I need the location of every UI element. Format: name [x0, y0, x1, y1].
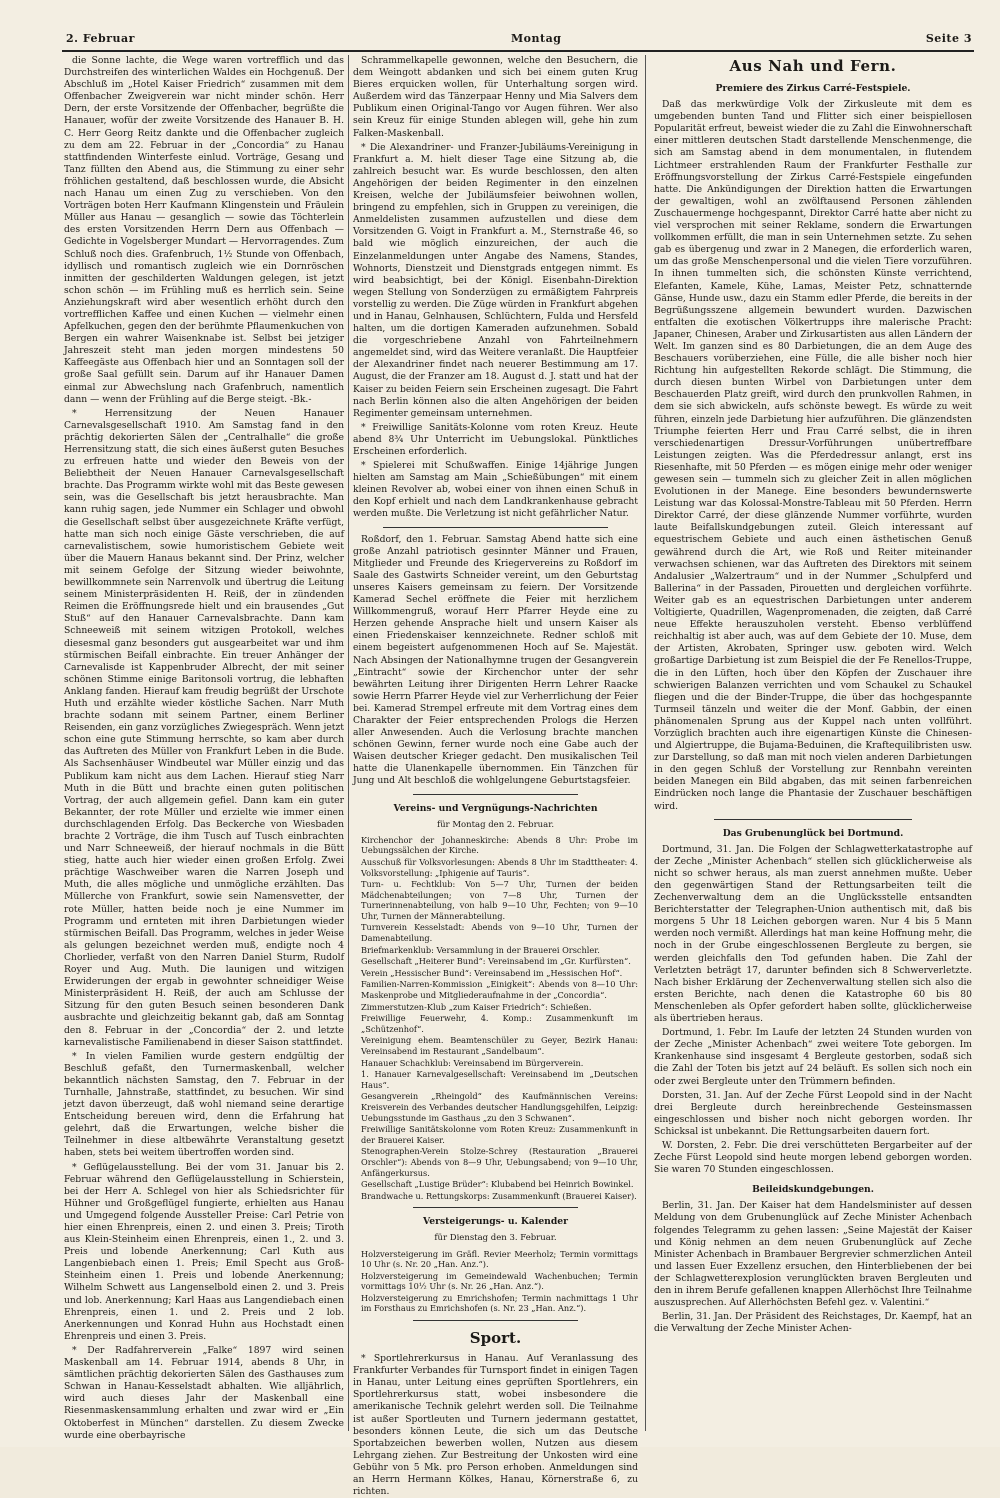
list-item: Freiwillige Sanitätskolonne vom Roten Kreuz: Zusammenkunft in der Brauerei Kaiser.: [361, 1124, 638, 1145]
article-paragraph: Schrammelkapelle gewonnen, welche den Besuchern, die dem Weingott abdanken und sich bei einem guten Krug Bieres erquicken wollen, für Unterhaltung sorgen wird. Außerdem wird das Tänzerpaar Henny und Mia Salvers dem Publikum einen Original-Tango vor Augen führen. Wer also sein Kreuz für einige Stunden ablegen will, gehe hin zum Falken-Maskenball.: [353, 55, 638, 139]
vereins-heading: Vereins- und Vergnügungs-Nachrichten: [393, 802, 598, 814]
column-1: [64, 55, 344, 1441]
column-divider: [348, 55, 349, 1431]
list-item: Holzversteigerung im Gemeindewald Wachenbuchen; Termin vormittags 10½ Uhr (s. Nr. 26 „Han. Anz.“).: [361, 1270, 638, 1292]
versteigerung-heading: Versteigerungs- u. Kalender: [423, 1216, 568, 1228]
article-paragraph: * Der Radfahrerverein „Falke“ 1897 wird seinen Maskenball am 14. Februar 1914, abends 8 Uhr, in sämtlichen prächtig dekorierten Sälen des Gasthauses zum Schwan in Hanau-Kesselstadt abhalten. Wie alljährlich, wird auch dieses Jahr der Maskenball eine Riesenmaskensammlung erhalten und zwar wird er „Ein Oktoberfest in München“ darstellen. Zu diesem Zwecke wurde eine oberbayrische: [64, 1344, 344, 1441]
section-rule: [413, 1207, 578, 1208]
list-item: Briefmarkenklub: Versammlung in der Brauerei Orschler.: [361, 944, 600, 955]
article-paragraph: * Freiwillige Sanitäts-Kolonne vom roten Kreuz. Heute abend 8¾ Uhr Unterricht im Uebungslokal. Pünktliches Erscheinen erforderlich.: [353, 421, 638, 457]
sport-heading: Sport.: [469, 1329, 522, 1348]
list-item: Holzversteigerung zu Emrichshofen; Termin nachmittags 1 Uhr im Forsthaus zu Emrichshofen (s. Nr. 23 „Han. Anz.“).: [361, 1292, 638, 1314]
vereins-subheading: für Montag den 2. Februar.: [436, 819, 555, 830]
list-item: Hanauer Schachklub: Vereinsabend im Bürgerverein.: [361, 1057, 584, 1068]
list-item: 1. Hanauer Karnevalgesellschaft: Vereinsabend im „Deutschen Haus“.: [361, 1069, 638, 1090]
article-paragraph: die Sonne lachte, die Wege waren vortrefflich und das Durchstreifen des winterlichen Waldes ein Hochgenuß. Der Abschluß im „Hotel Kaiser Friedrich“ zusammen mit dem Offenbacher Zweigverein war nicht minder schön. Herr Dern, der erste Vorsitzende der Offenbacher, begrüßte die Hanauer, wofür der zweite Vorsitzende des Hanauer B. H. C. Herr Georg Reitz dankte und die Offenbacher zugleich zu dem am 22. Februar in der „Concordia“ zu Hanau stattfindenden Winterfeste einlud. Vorträge, Gesang und Tanz füllten den Abend aus, die Stimmung zu einer sehr fröhlichen gestaltend, daß beschlossen wurde, die Absicht nach Hanau um einen Zug zu verschieben. Von den Vorträgen boten Herr Kaufmann Klingenstein und Fräulein Müller aus Hanau — gesanglich — sowie das Töchterlein des ersten Vorsitzenden Herrn Dern aus Offenbach — Gedichte in Vogelsberger Mundart — Hervorragendes. Zum Schluß noch dies. Grafenbruch, 1½ Stunde von Offenbach, idyllisch und romantisch zugleich wie ein Dornröschen inmitten der geschilderten Waldungen gelegen, ist jetzt schon schön — im Frühling muß es herrlich sein. Seine Anziehungskraft wird aber wesentlich erhöht durch den vortrefflichen Kaffee und einen Kuchen — vielmehr einen Apfelkuchen, gegen den der berühmte Pflaumenkuchen von Bergen ein wahrer Waisenknabe ist. Selbst bei jetziger Jahreszeit steht man jeden morgen mindestens 50 Kaffeegäste aus Offenbach hier und an Sonntagen soll der große Saal gefüllt sein. Darum auf ihr Hanauer Damen einmal zur Abwechslung nach Grafenbruch, namentlich dann — wenn der Frühling auf die Berge steigt. -Bk.-: [64, 55, 344, 405]
list-item: Stenographen-Verein Stolze-Schrey (Restauration „Brauerei Orschler“): Abends von 8—9 Uhr, Uebungsabend; von 9—10 Uhr, Anfängerkursus.: [361, 1146, 638, 1178]
list-item: Zimmerstutzen-Klub „zum Kaiser Friedrich“: Schießen.: [361, 1001, 592, 1012]
column-2: [353, 55, 638, 1498]
article-headline: Das Grubenunglück bei Dortmund.: [722, 827, 904, 839]
list-item: Gesellschaft „Lustige Brüder“: Klubabend bei Heinrich Bowinkel.: [361, 1179, 634, 1190]
list-item: Verein „Hessischer Bund“: Vereinsabend im „Hessischen Hof“.: [361, 967, 623, 978]
list-item: Holzversteigerung im Gräfl. Revier Meerholz; Termin vormittags 10 Uhr (s. Nr. 20 „Han. Anz.“).: [361, 1248, 638, 1270]
list-item: Familien-Narren-Kommission „Einigkeit“: Abends von 8—10 Uhr: Maskenprobe und Mitgliederaufnahme in der „Concordia“.: [361, 979, 638, 1001]
article-paragraph: Daß das merkwürdige Volk der Zirkusleute mit dem es umgebenden bunten Tand und Flitter sich einer beispiellosen Popularität erfreut, beweist wieder die zu Zahl die Einwohnerschaft einer mittleren deutschen Stadt darstellende Menschenmenge, die sich am Samstag abend in dem monumentalen, in flutendem Lichtmeer erstrahlenden Raum der Frankfurter Festhalle zur Eröffnungsvorstellung der Zirkus Carré-Festspiele eingefunden hatte. Die Ankündigungen der Direktion hatten die Erwartungen der gewaltigen, wohl an zwölftausend Personen zählenden Zuschauermenge hochgespannt, Direktor Carré hatte aber nicht zu viel versprochen mit seiner Reklame, sondern die Erwartungen vollkommen erfüllt, die man in sein Unternehmen setzte. Zu sehen gab es übergenug und zwar in 2 Manegen, die erforderlich waren, um das große Menschenpersonal und die vielen Tiere vorzuführen. In ihnen tummelten sich, die schönsten Künste verrichtend, Elefanten, Kamele, Kühe, Lamas, Meister Petz, schnatternde Gänse, Hunde usw., dazu ein Stamm edler Pferde, die bereits in der Begrüßungsszene allgemein bewundert wurden. Dazwischen entfalten die exotischen Völkertrupps ihre malerische Pracht: Japaner, Chinesen, Araber und Zirkusartisten aus allen Ländern der Welt. Im ganzen sind es 80 Darbietungen, die an dem Auge des Beschauers vorüberziehen, eine Fülle, die alle bisher noch hier Richtung hin aufgestellten Rekorde schlägt. Die Stimmung, die durch diesen bunten Wirbel von Darbietungen unter dem Beschauerden Platz greift, wird durch den prunkvollen Rahmen, in dem sie sich abwickeln, aufs schönste bewegt. Es würde zu weit führen, einzeln jede Darbietung hier aufzuführen. Die glänzendsten Triumphe feierten Herr und Frau Carré selbst, die in ihren verschiedenartigen Dressur-Vorführungen unübertreffbare Leistungen zeigten. Was die Pferdedressur anlangt, erst ins Riesenhafte, mit 50 Pferden — es mögen einige mehr oder weniger gewesen sein — tummeln sich zu gleicher Zeit in allen möglichen Evolutionen in der Manege. Eine besonders bewundernswerte Leistung war das Kolossal-Monstre-Tableau mit 50 Pferden. Herrn Direktor Carré, der diese glänzende Nummer vorführte, wurden laute Beifallskundgebungen zuteil. Gleich interessant auf equestrischem Gebiete und auch einen ästhetischen Genuß gewährend durch die Art, wie Roß und Reiter miteinander verwachsen schienen, war das Auftreten des Direktors mit seinem Andalusier „Walzertraum“ und in der Nummer „Schulpferd und Ballerina“ in der Passaden, Pirouetten und dergleichen vorführte. Weiter gab es an equestrischen Darbietungen unter anderem Voltigierte, Quadrillen, Wagenpromenaden, die zeigten, daß Carré neue Effekte herauszuholen versteht. Ebenso verblüffend reichhaltig ist aber auch, was auf dem Gebiete der 10. Muse, dem der Artisten, Akrobaten, Springer usw. geboten wird. Welch großartige Darbietung ist zum Beispiel die der Fe Renellos-Truppe, die in den Lüften, hoch über den Köpfen der Zuschauer ihre schwierigen Balanzen verrichten und vom Schaukel zu Schaukel fliegen und die der Binder-Truppe, die über das hochgespannte Turmseil tänzeln und weiter die der Monf. Gabbin, der einen phänomenalen Sprung aus der Kuppel nach unten vollführt. Vorzüglich brachten auch ihre eigenartigen Künste die Chinesen- und Algiertruppe, die Bujama-Beduinen, die Kraftequilibristen usw. zur Darstellung, so daß man mit noch vielen anderen Darbietungen in den gegen Schluß der Vorstellung zur Rennbahn vereinten beiden Manegen ein Bild abgaben, das mit seinen farbenreichen Eindrücken noch lange die Phantasie der Zuschauer beschäftigen wird.: [654, 99, 972, 812]
list-item: Turn- u. Fechtklub: Von 5—7 Uhr, Turnen der beiden Mädchenabteilungen; von 7—8 Uhr, Turnen der Turnerinnenabteilung, von halb 9—10 Uhr, Fechten; von 9—10 Uhr, Turnen der Männerabteilung.: [361, 879, 638, 921]
section-rule: [714, 819, 912, 820]
article-paragraph: * Spielerei mit Schußwaffen. Einige 14jährige Jungen hielten am Samstag am Main „Schießübungen“ mit einem kleinen Revolver ab, wobei einer von ihnen einen Schuß in den Kopf erhielt und nach dem Landkrankenhause gebracht werden mußte. Die Verletzung ist nicht gefährlicher Natur.: [353, 460, 638, 520]
article-paragraph: Roßdorf, den 1. Februar. Samstag Abend hatte sich eine große Anzahl patriotisch gesinnter Männer und Frauen, Mitglieder und Freunde des Kriegervereins zu Roßdorf im Saale des Gastwirts Schneider vereint, um den Geburtstag unseres Kaisers gemeinsam zu feiern. Der Vorsitzende Kamerad Sechel eröffnete die Feier mit herzlichem Willkommengruß, worauf Herr Pfarrer Heyde eine zu Herzen gehende Ansprache hielt und unsern Kaiser als einen Friedenskaiser kennzeichnete. Redner schloß mit einem begeistert aufgenommenen Hoch auf Se. Majestät. Nach Absingen der Nationalhymne trugen der Gesangverein „Eintracht“ sowie der Kirchenchor unter der sehr bewährten Leitung ihrer Dirigenten Herrn Lehrer Raacke sowie Herrn Pfarrer Heyde viel zur Verherrlichung der Feier bei. Kamerad Strempel erfreute mit dem Vortrag eines dem Charakter der Feier entsprechenden Prologs die Herzen aller Anwesenden. Auch die Verlosung brachte manchen schönen Gewinn, ferner wurde noch eine Gabe auch der Waisen deutscher Krieger gedacht. Den musikalischen Teil hatte die Ulanenkapelle übernommen. Ein Tänzchen für Jung und Alt beschloß die wohlgelungene Geburtstagsfeier.: [353, 533, 638, 787]
list-item: Gesangverein „Rheingold“ des Kaufmännischen Vereins: Kreisverein des Verbandes deutscher Handlungsgehilfen, Leipzig: Uebungsstunde im Gasthaus „zu den 3 Schwanen“.: [361, 1091, 638, 1123]
versteigerung-subheading: für Dienstag den 3. Februar.: [434, 1233, 557, 1244]
section-rule: [413, 794, 578, 795]
article-paragraph: Dortmund, 31. Jan. Die Folgen der Schlagwetterkatastrophe auf der Zeche „Minister Achenbach“ stellen sich glücklicherweise als nicht so schwer heraus, als man zuerst annehmen mußte. Ueber den gegenwärtigen Stand der Rettungsarbeiten teilt die Zechenverwaltung dem an die Unglücksstelle entsandten Berichterstatter der Telegraphen-Union authentisch mit, daß bis morgens 5 Uhr 18 Leichen geborgen waren. Nur 4 bis 5 Mann werden noch vermißt. Allerdings hat man keine Hoffnung mehr, die noch in der Grube eingeschlossenen Bergleute zu bergen, sie werden gleichfalls den Tod gefunden haben. Die Zahl der Verletzten beträgt 17, darunter befinden sich 8 Schwerverletzte. Nach bisher Erklärung der Zechenverwaltung stellen sich also die ersten Berichte, nach denen die Katastrophe 60 bis 80 Menschenleben als Opfer gefordert haben sollte, glücklicherweise als übertrieben heraus.: [654, 843, 972, 1025]
article-paragraph: * Herrensitzung der Neuen Hanauer Carnevalsgesellschaft 1910. Am Samstag fand in den prächtig dekorierten Sälen der „Centralhalle“ die große Herrensitzung statt, die sich eines äußerst guten Besuches zu erfreuen hatte und wieder den Beweis von der Beliebtheit der Neuen Hanauer Carnevalsgesellschaft brachte. Das Programm wirkte wohl mit das Beste gewesen sein, was die Gesellschaft bis jetzt herausbrachte. Man kann ruhig sagen, jede Nummer ein Schlager und obwohl die Gesellschaft selbst über ausgezeichnete Kräfte verfügt, hatte man sich noch einige Gäste verschrieben, die auf carnevalistischem, sowie humoristischem Gebiete weit über die Mauern Hanaus bekannt sind. Der Prinz, welcher mit seinem Gefolge der Sitzung wieder beiwohnte, bewillkommnete sein Narrenvolk und übertrug die Leitung seinem Ministerpräsidenten H. Reiß, der in zündenden Reimen die Eröffnungsrede hielt und ein brausendes „Gut Stuß“ auf den Hanauer Carnevalsbrachte. Dann kam Schneeweiß mit seinem witzigen Protokoll, welches diesesmal ganz besonders gut ausgearbeitet war und ihm stürmischen Beifall einbrachte. Ein treuer Anhänger der Carnevalisde ist Kappenbruder Albrecht, der mit seiner schönen Stimme einige Baritonsoli vortrug, die lebhaften Anklang fanden. Hierauf kam freudig begrüßt der Urschote Huth und erzählte wieder köstliche Sachen. Narr Muth brachte sodann mit seinem Partner, einem Berliner Reisenden, ein ganz vorzügliches Zwiegespräch. Wenn jetzt schon eine gute Stimmung herrschte, so kam aber durch das Auftreten des Müller von Frankfurt Leben in die Bude. Als Sachsenhäuser Windbeutel war Müller einzig und das Publikum kam nicht aus dem Lachen. Hierauf stieg Narr Muth in die Bütt und brachte einen guten politischen Vortrag, der auch allgemein gefiel. Dann kam ein guter Bekannter, der rote Müller und erzielte wie immer einen durchschlagenden Erfolg. Das Beckerche von Wiesbaden brachte 2 Vorträge, die ihm Tusch auf Tusch einbrachten und Narr Schneeweiß, der hierauf nochmals in die Bütt stieg, hatte auch hier wieder einen großen Erfolg. Zwei prächtige Waschweiber waren die Narren Joseph und Muth, die alles mögliche und unmögliche erzählten. Das Müllerche von Frankfurt, sowie sein Namensvetter, der rote Müller, hatten beide noch je eine Nummer im Programm und ernteten mit ihren Darbietungen wieder stürmischen Beifall. Das Programm, welches in jeder Weise als gelungen bezeichnet werden muß, endigte noch 4 Chorlieder, verfaßt von den Narren Daniel Sturm, Rudolf Royer und Aug. Muth. Die launigen und witzigen Erwiderungen der ergab in gewohnter schneidiger Weise Ministerpräsident H. Reiß, der auch am Schlusse der Sitzung für den guten Besuch seinen besonderen Dank ausbrachte und gleichzeitig bekannt gab, daß am Sonntag den 8. Februar in der „Concordia“ der 2. und letzte karnevalistische Familienabend in dieser Saison stattfindet.: [64, 407, 344, 1048]
article-paragraph: * In vielen Familien wurde gestern endgültig der Beschluß gefaßt, den Turnermaskenball, welcher bekanntlich nächsten Samstag, den 7. Februar in der Turnhalle, Jahnstraße, stattfindet, zu besuchen. Wir sind jetzt davon überzeugt, daß wohl niemand seine derartige Entscheidung bereuen wird, denn die Erfahrung hat gelehrt, daß die Erwartungen, welche bisher die Teilnehmer in diese altbewährte Veranstaltung gesetzt haben, stets bei weitem übertroffen worden sind.: [64, 1050, 344, 1159]
column-divider: [645, 55, 646, 1431]
list-item: Brandwache u. Rettungskorps: Zusammenkunft (Brauerei Kaiser).: [361, 1190, 637, 1201]
article-paragraph: W. Dorsten, 2. Febr. Die drei verschütteten Bergarbeiter auf der Zeche Fürst Leopold sind heute morgen lebend geborgen worden. Sie waren 70 Stunden eingeschlossen.: [654, 1139, 972, 1176]
article-paragraph: * Sportlehrerkursus in Hanau. Auf Veranlassung des Frankfurter Verbandes für Turnsport findet in einigen Tagen in Hanau, unter Leitung eines geprüften Sportlehrers, ein Sportlehrerkursus statt, wobei insbesondere die amerikanische Technik gelehrt werden soll. Die Teilnahme ist außer Sportleuten und Turnern jedermann gestattet, besonders können Leute, die sich um das Deutsche Sportabzeichen bewerben wollen, Nutzen aus diesem Lehrgang ziehen. Zur Bestreitung der Unkosten wird eine Gebühr von 5 Mk. pro Person erhoben. Anmeldungen sind an Herrn Hermann Kölkes, Hanau, Körnerstraße 6, zu richten.: [353, 1353, 638, 1498]
article-headline: Beileidskundgebungen.: [752, 1184, 874, 1196]
list-item: Turnverein Kesselstadt: Abends von 9—10 Uhr, Turnen der Damenabteilung.: [361, 922, 638, 944]
article-paragraph: * Die Alexandriner- und Franzer-Jubiläums-Vereinigung in Frankfurt a. M. hielt dieser Tage eine Sitzung ab, die zahlreich besucht war. Es wurde beschlossen, den alten Angehörigen der beiden Regimenter in den einzelnen Kreisen, welche der Jubiläumsfeier beiwohnen wollen, bringend zu empfehlen, sich in Gruppen zu vereinigen, die Anmeldelisten zusammen aufzustellen und diese dem Vorsitzenden G. Voigt in Frankfurt a. M., Sternstraße 46, so bald wie möglich einzureichen, der auch die Einzelanmeldungen unter Angabe des Namens, Standes, Wohnorts, Dienstzeit und Dienstgrads entgegen nimmt. Es wird beabsichtigt, bei der Königl. Eisenbahn-Direktion wegen Stellung von Sonderzügen zu ermäßigtem Fahrpreis vorstellig zu werden. Die Züge würden in Frankfurt abgehen und in Hanau, Gelnhausen, Schlüchtern, Fulda und Hersfeld halten, um die dortigen Kameraden aufzunehmen. Sobald die vorgeschriebene Anzahl von Fahrteilnehmern angemeldet sind, wird das Weitere veranlaßt. Die Hauptfeier der Alexandriner findet nach neuerer Bestimmung am 17. August, die der Franzer am 18. August d. J. statt und hat der Kaiser zu beiden Feiern sein Erscheinen zugesagt. Die Fahrt nach Berlin können also die alten Angehörigen der beiden Regimenter gemeinsam unternehmen.: [353, 141, 638, 419]
article-paragraph: Dorsten, 31. Jan. Auf der Zeche Fürst Leopold sind in der Nacht drei Bergleute durch hereinbrechende Gesteinsmassen eingeschlossen und bisher noch nicht geborgen worden. Ihr Schicksal ist unbekannt. Die Rettungsarbeiten dauern fort.: [654, 1089, 972, 1137]
section-rule: [413, 1320, 578, 1321]
list-item: Gesellschaft „Heiterer Bund“: Vereinsabend im „Gr. Kurfürsten“.: [361, 956, 631, 967]
list-item: Freiwillige Feuerwehr, 4. Komp.: Zusammenkunft im „Schützenhof“.: [361, 1013, 638, 1034]
article-paragraph: * Geflügelausstellung. Bei der vom 31. Januar bis 2. Februar während den Geflügelausstellung in Schierstein, bei der Herr A. Schlegel von hier als Schiedsrichter für Hühner und Großgeflügel fungierte, erhielten aus Hanau und Umgegend folgende Aussteller Preise: Carl Petrie von hier einen Ehrenpreis, einen 2. und einen 3. Preis; Tiroth aus Klein-Steinheim einen Ehrenpreis, einen 1., 2. und 3. Preis und lobende Anerkennung; Carl Kuth aus Langenbiebach einen 1. Preis; Emil Specht aus Groß-Steinheim einen 1. Preis und lobende Anerkennung; Wilhelm Schwett aus Langenselbold einen 2. und 3. Preis und lob. Anerkennung; Karl Haas aus Langendiebach einen Ehrenpreis, einen 1. und 2. Preis und 2 lob. Anerkennungen und Konrad Huhn aus Hochstadt einen Ehrenpreis und einen 3. Preis.: [64, 1161, 344, 1342]
section-title: Aus Nah und Fern.: [729, 57, 897, 75]
vereins-list: [353, 835, 638, 1202]
article-paragraph: Dortmund, 1. Febr. Im Laufe der letzten 24 Stunden wurden von der Zeche „Minister Achenbach“ zwei weitere Tote geborgen. Im Krankenhause sind insgesamt 4 Bergleute gestorben, sodaß sich die Zahl der Toten bis jetzt auf 24 beläuft. Es sollen sich noch ein oder zwei Bergleute unter den Trümmern befinden.: [654, 1027, 972, 1087]
list-item: Ausschuß für Volksvorlesungen: Abends 8 Uhr im Stadttheater: 4. Volksvorstellung: „Iphigenie auf Tauris“.: [361, 856, 638, 878]
list-item: Kirchenchor der Johanneskirche: Abends 8 Uhr: Probe im Uebungssälchen der Kirche.: [361, 834, 638, 856]
page-header: [66, 30, 972, 48]
column-3: [654, 55, 972, 1431]
section-rule: [383, 527, 608, 528]
header-rule: [62, 50, 974, 52]
versteigerung-list: [353, 1249, 638, 1315]
article-paragraph: Berlin, 31. Jan. Der Kaiser hat dem Handelsminister auf dessen Meldung von dem Grubenunglück auf Zeche Minister Achenbach folgendes Telegramm zu gehen lassen: „Seine Majestät der Kaiser und König nehmen an dem neuen Grubenunglück auf Zeche Minister Achenbach in Brambauer Bergrevier schmerzlichen Anteil und lassen Euer Exzellenz ersuchen, den Hinterbliebenen der bei der Schlagwetterexplosion verunglückten braven Bergleuten und den in ihrem Berufe gefallenen knappen Allerhöchst Ihre Teilnahme auszusprechen. Auf Allerhöchsten Befehl gez. v. Valentini.“: [654, 1200, 972, 1309]
header-page-number: Seite 3: [925, 32, 972, 45]
header-date: 2. Februar: [66, 32, 135, 45]
article-headline: Premiere des Zirkus Carré-Festspiele.: [715, 83, 911, 94]
header-day: Montag: [511, 32, 562, 45]
list-item: Vereinigung ehem. Beamtenschüler zu Geyer, Bezirk Hanau: Vereinsabend im Restaurant „Sandelbaum“.: [361, 1035, 638, 1056]
article-paragraph: Berlin, 31. Jan. Der Präsident des Reichstages, Dr. Kaempf, hat an die Verwaltung der Zeche Minister Achen-: [654, 1311, 972, 1335]
